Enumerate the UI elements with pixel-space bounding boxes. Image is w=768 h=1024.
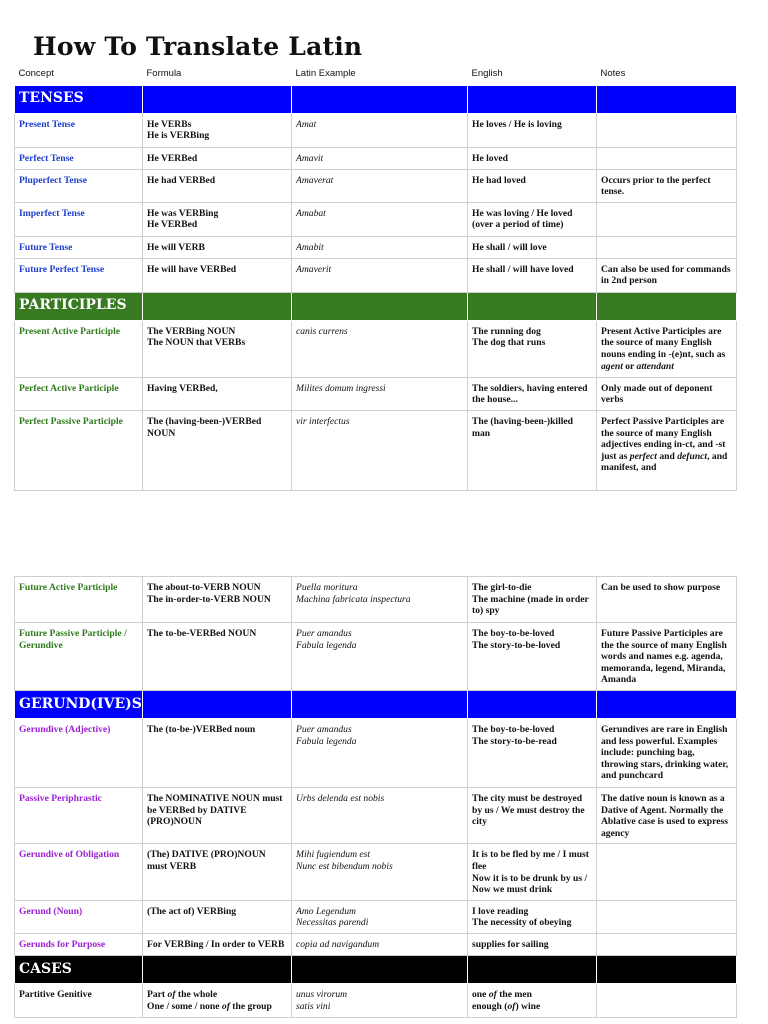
section-header-tenses	[15, 85, 737, 113]
english-cell: He had loved	[468, 169, 597, 202]
concept-cell: Gerundive of Obligation	[15, 844, 143, 900]
concept-cell: Perfect Passive Participle	[15, 410, 143, 490]
english-cell: The running dog The dog that runs	[468, 320, 597, 377]
english-cell: He was loving / He loved (over a period of time)	[468, 202, 597, 236]
latin-cell: Amabat	[292, 202, 468, 236]
header-concept: Concept	[18, 68, 54, 79]
formula-cell: He VERBs He is VERBing	[143, 113, 292, 147]
header-notes: Notes	[600, 68, 626, 79]
header-formula: Formula	[146, 68, 182, 79]
table-row	[15, 983, 737, 1017]
section-header-cases	[15, 955, 737, 983]
notes-cell: Can also be used for commands in 2nd person	[597, 258, 737, 292]
latin-cell: unus virorum satis vini	[292, 983, 468, 1017]
notes-cell	[597, 202, 737, 236]
english-cell: He shall / will have loved	[468, 258, 597, 292]
table-row	[15, 933, 737, 955]
formula-cell: (The) DATIVE (PRO)NOUN must VERB	[143, 844, 292, 900]
latin-cell: copia ad navigandum	[292, 933, 468, 955]
notes-cell: Present Active Participles are the source of many English nouns ending in -(e)nt, such as agent or attendant	[597, 320, 737, 377]
formula-cell: The NOMINATIVE NOUN must be VERBed by DATIVE (PRO)NOUN	[143, 788, 292, 844]
table-row	[15, 788, 737, 844]
formula-cell: The to-be-VERBed NOUN	[143, 623, 292, 691]
section-label: GERUND(IVE)S	[15, 691, 143, 719]
table-row	[15, 623, 737, 691]
english-cell: He loved	[468, 147, 597, 169]
section-label: CASES	[15, 955, 143, 983]
latin-cell: vir interfectus	[292, 410, 468, 490]
english-cell: The girl-to-die The machine (made in order to) spy	[468, 577, 597, 623]
notes-cell	[597, 113, 737, 147]
table-row	[15, 844, 737, 900]
formula-cell: The (having-been-)VERBed NOUN	[143, 410, 292, 490]
concept-cell: Imperfect Tense	[15, 202, 143, 236]
concept-cell: Future Perfect Tense	[15, 258, 143, 292]
table-row	[15, 410, 737, 490]
section-label: TENSES	[15, 85, 143, 113]
english-cell: The boy-to-be-loved The story-to-be-read	[468, 719, 597, 788]
notes-cell: Gerundives are rare in English and less powerful. Examples include: punching bag, throwing stars, drinking water, and punchcard	[597, 719, 737, 788]
notes-cell	[597, 236, 737, 258]
latin-cell: Amaverit	[292, 258, 468, 292]
formula-cell: Part of the whole One / some / none of the group	[143, 983, 292, 1017]
formula-cell: He was VERBing He VERBed	[143, 202, 292, 236]
latin-cell: Amabit	[292, 236, 468, 258]
english-cell: It is to be fled by me / I must flee Now it is to be drunk by us / Now we must drink	[468, 844, 597, 900]
column-header-row	[15, 66, 737, 85]
latin-cell: canis currens	[292, 320, 468, 377]
notes-cell: Can be used to show purpose	[597, 577, 737, 623]
formula-cell: He VERBed	[143, 147, 292, 169]
table-row	[15, 577, 737, 623]
formula-cell: He will have VERBed	[143, 258, 292, 292]
table-row	[15, 202, 737, 236]
latin-cell: Amaverat	[292, 169, 468, 202]
table-row	[15, 113, 737, 147]
english-cell: The boy-to-be-loved The story-to-be-loved	[468, 623, 597, 691]
english-cell: supplies for sailing	[468, 933, 597, 955]
concept-cell: Gerundive (Adjective)	[15, 719, 143, 788]
latin-cell: Puer amandus Fabula legenda	[292, 719, 468, 788]
concept-cell: Present Active Participle	[15, 320, 143, 377]
english-cell: The city must be destroyed by us / We must destroy the city	[468, 788, 597, 844]
formula-cell: The (to-be-)VERBed noun	[143, 719, 292, 788]
table-row	[15, 719, 737, 788]
english-cell: I love reading The necessity of obeying	[468, 900, 597, 933]
table-row	[15, 169, 737, 202]
english-cell: one of the men enough (of) wine	[468, 983, 597, 1017]
english-cell: The (having-been-)killed man	[468, 410, 597, 490]
formula-cell: For VERBing / In order to VERB	[143, 933, 292, 955]
table-row	[15, 320, 737, 377]
notes-cell	[597, 844, 737, 900]
translation-table-part-2	[14, 576, 737, 1018]
concept-cell: Perfect Active Participle	[15, 377, 143, 410]
table-row	[15, 236, 737, 258]
notes-cell	[597, 147, 737, 169]
notes-cell	[597, 933, 737, 955]
latin-cell: Puer amandus Fabula legenda	[292, 623, 468, 691]
table-row	[15, 377, 737, 410]
concept-cell: Pluperfect Tense	[15, 169, 143, 202]
header-english: English	[471, 68, 503, 79]
notes-cell: Perfect Passive Participles are the source of many English adjectives ending in-ct, and -st just as perfect and defunct, and manifest, and	[597, 410, 737, 490]
formula-cell: The VERBing NOUN The NOUN that VERBs	[143, 320, 292, 377]
table-row	[15, 900, 737, 933]
translation-table-part-1	[14, 66, 737, 491]
formula-cell: Having VERBed,	[143, 377, 292, 410]
latin-cell: Amavit	[292, 147, 468, 169]
formula-cell: (The act of) VERBing	[143, 900, 292, 933]
table-row	[15, 147, 737, 169]
concept-cell: Gerunds for Purpose	[15, 933, 143, 955]
notes-cell	[597, 900, 737, 933]
formula-cell: He had VERBed	[143, 169, 292, 202]
formula-cell: He will VERB	[143, 236, 292, 258]
notes-cell: The dative noun is known as a Dative of Agent. Normally the Ablative case is used to express agency	[597, 788, 737, 844]
header-latin-example: Latin Example	[295, 68, 356, 79]
concept-cell: Gerund (Noun)	[15, 900, 143, 933]
concept-cell: Partitive Genitive	[15, 983, 143, 1017]
notes-cell	[597, 983, 737, 1017]
concept-cell: Passive Periphrastic	[15, 788, 143, 844]
latin-cell: Puella moritura Machina fabricata inspectura	[292, 577, 468, 623]
section-label: PARTICIPLES	[15, 292, 143, 320]
latin-cell: Mihi fugiendum est Nunc est bibendum nobis	[292, 844, 468, 900]
section-header-gerundives	[15, 691, 737, 719]
latin-cell: Urbs delenda est nobis	[292, 788, 468, 844]
latin-cell: Amat	[292, 113, 468, 147]
notes-cell: Future Passive Participles are the the source of many English words and names e.g. agenda, memoranda, legend, Miranda, Amanda	[597, 623, 737, 691]
latin-cell: Milites domum ingressi	[292, 377, 468, 410]
table-row	[15, 258, 737, 292]
notes-cell: Occurs prior to the perfect tense.	[597, 169, 737, 202]
concept-cell: Present Tense	[15, 113, 143, 147]
section-header-participles	[15, 292, 737, 320]
formula-cell: The about-to-VERB NOUN The in-order-to-VERB NOUN	[143, 577, 292, 623]
notes-cell: Only made out of deponent verbs	[597, 377, 737, 410]
english-cell: He shall / will love	[468, 236, 597, 258]
english-cell: He loves / He is loving	[468, 113, 597, 147]
concept-cell: Future Active Participle	[15, 577, 143, 623]
latin-cell: Amo Legendum Necessitas parendi	[292, 900, 468, 933]
english-cell: The soldiers, having entered the house...	[468, 377, 597, 410]
page-title: How To Translate Latin	[33, 32, 363, 61]
concept-cell: Perfect Tense	[15, 147, 143, 169]
concept-cell: Future Tense	[15, 236, 143, 258]
concept-cell: Future Passive Participle / Gerundive	[15, 623, 143, 691]
